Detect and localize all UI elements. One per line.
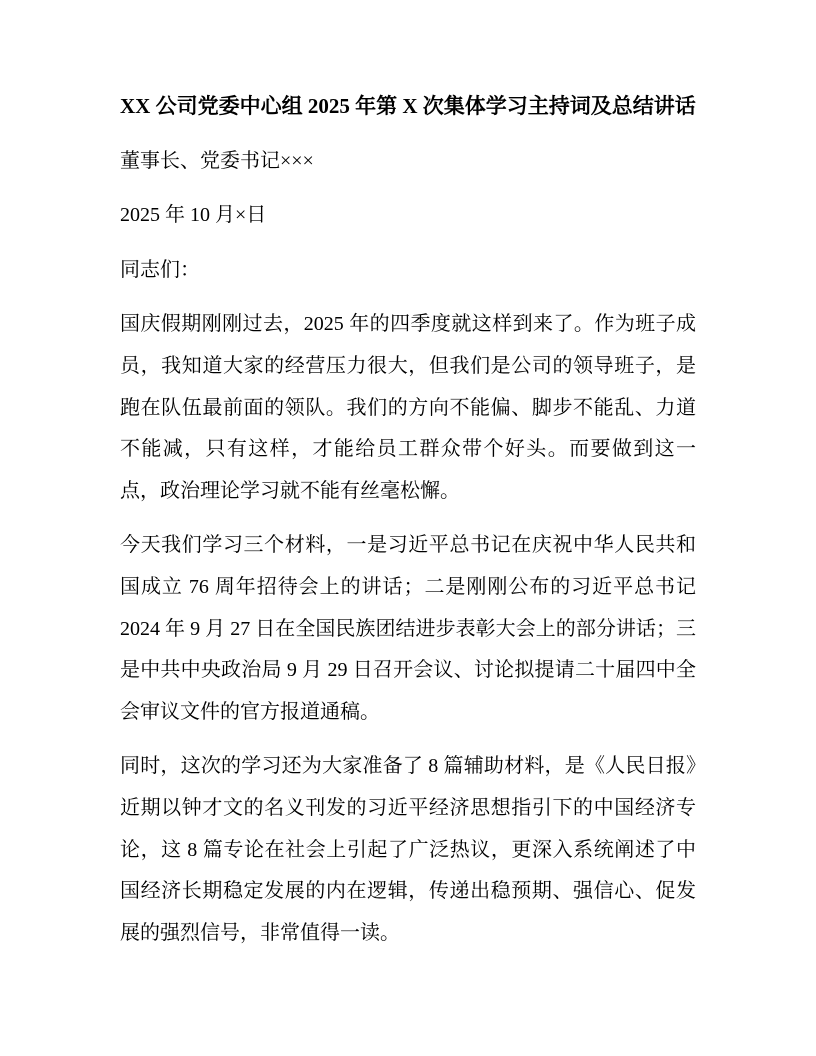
author-line: 董事长、党委书记××× [120, 149, 314, 172]
date-line: 2025 年 10 月×日 [120, 204, 267, 227]
paragraph-study-materials: 今天我们学习三个材料，一是习近平总书记在庆祝中华人民共和国成立 76 周年招待会上的讲话；二是刚刚公布的习近平总书记 2024 年 9 月 27 日在全国民族团结进步表彰大会上的部分讲话；三是中共中央政治局 9 月 29 日召开会议、讨论拟提请二十届四中全会审议文件的官方报道通稿。 [120, 534, 696, 723]
salutation: 同志们： [120, 258, 200, 281]
document-title: XX 公司党委中心组 2025 年第 X 次集体学习主持词及总结讲话 [120, 94, 696, 118]
paragraph-opening: 国庆假期刚刚过去，2025 年的四季度就这样到来了。作为班子成员，我知道大家的经营压力很大，但我们是公司的领导班子，是跑在队伍最前面的领队。我们的方向不能偏、脚步不能乱、力道不能减，只有这样，才能给员工群众带个好头。而要做到这一点，政治理论学习就不能有丝毫松懈。 [120, 313, 696, 502]
paragraph-auxiliary-materials: 同时，这次的学习还为大家准备了 8 篇辅助材料，是《人民日报》近期以钟才文的名义刊发的习近平经济思想指引下的中国经济专论，这 8 篇专论在社会上引起了广泛热议，更深入系统阐述了中国经济长期稳定发展的内在逻辑，传递出稳预期、强信心、促发展的强烈信号，非常值得一读。 [120, 755, 696, 944]
